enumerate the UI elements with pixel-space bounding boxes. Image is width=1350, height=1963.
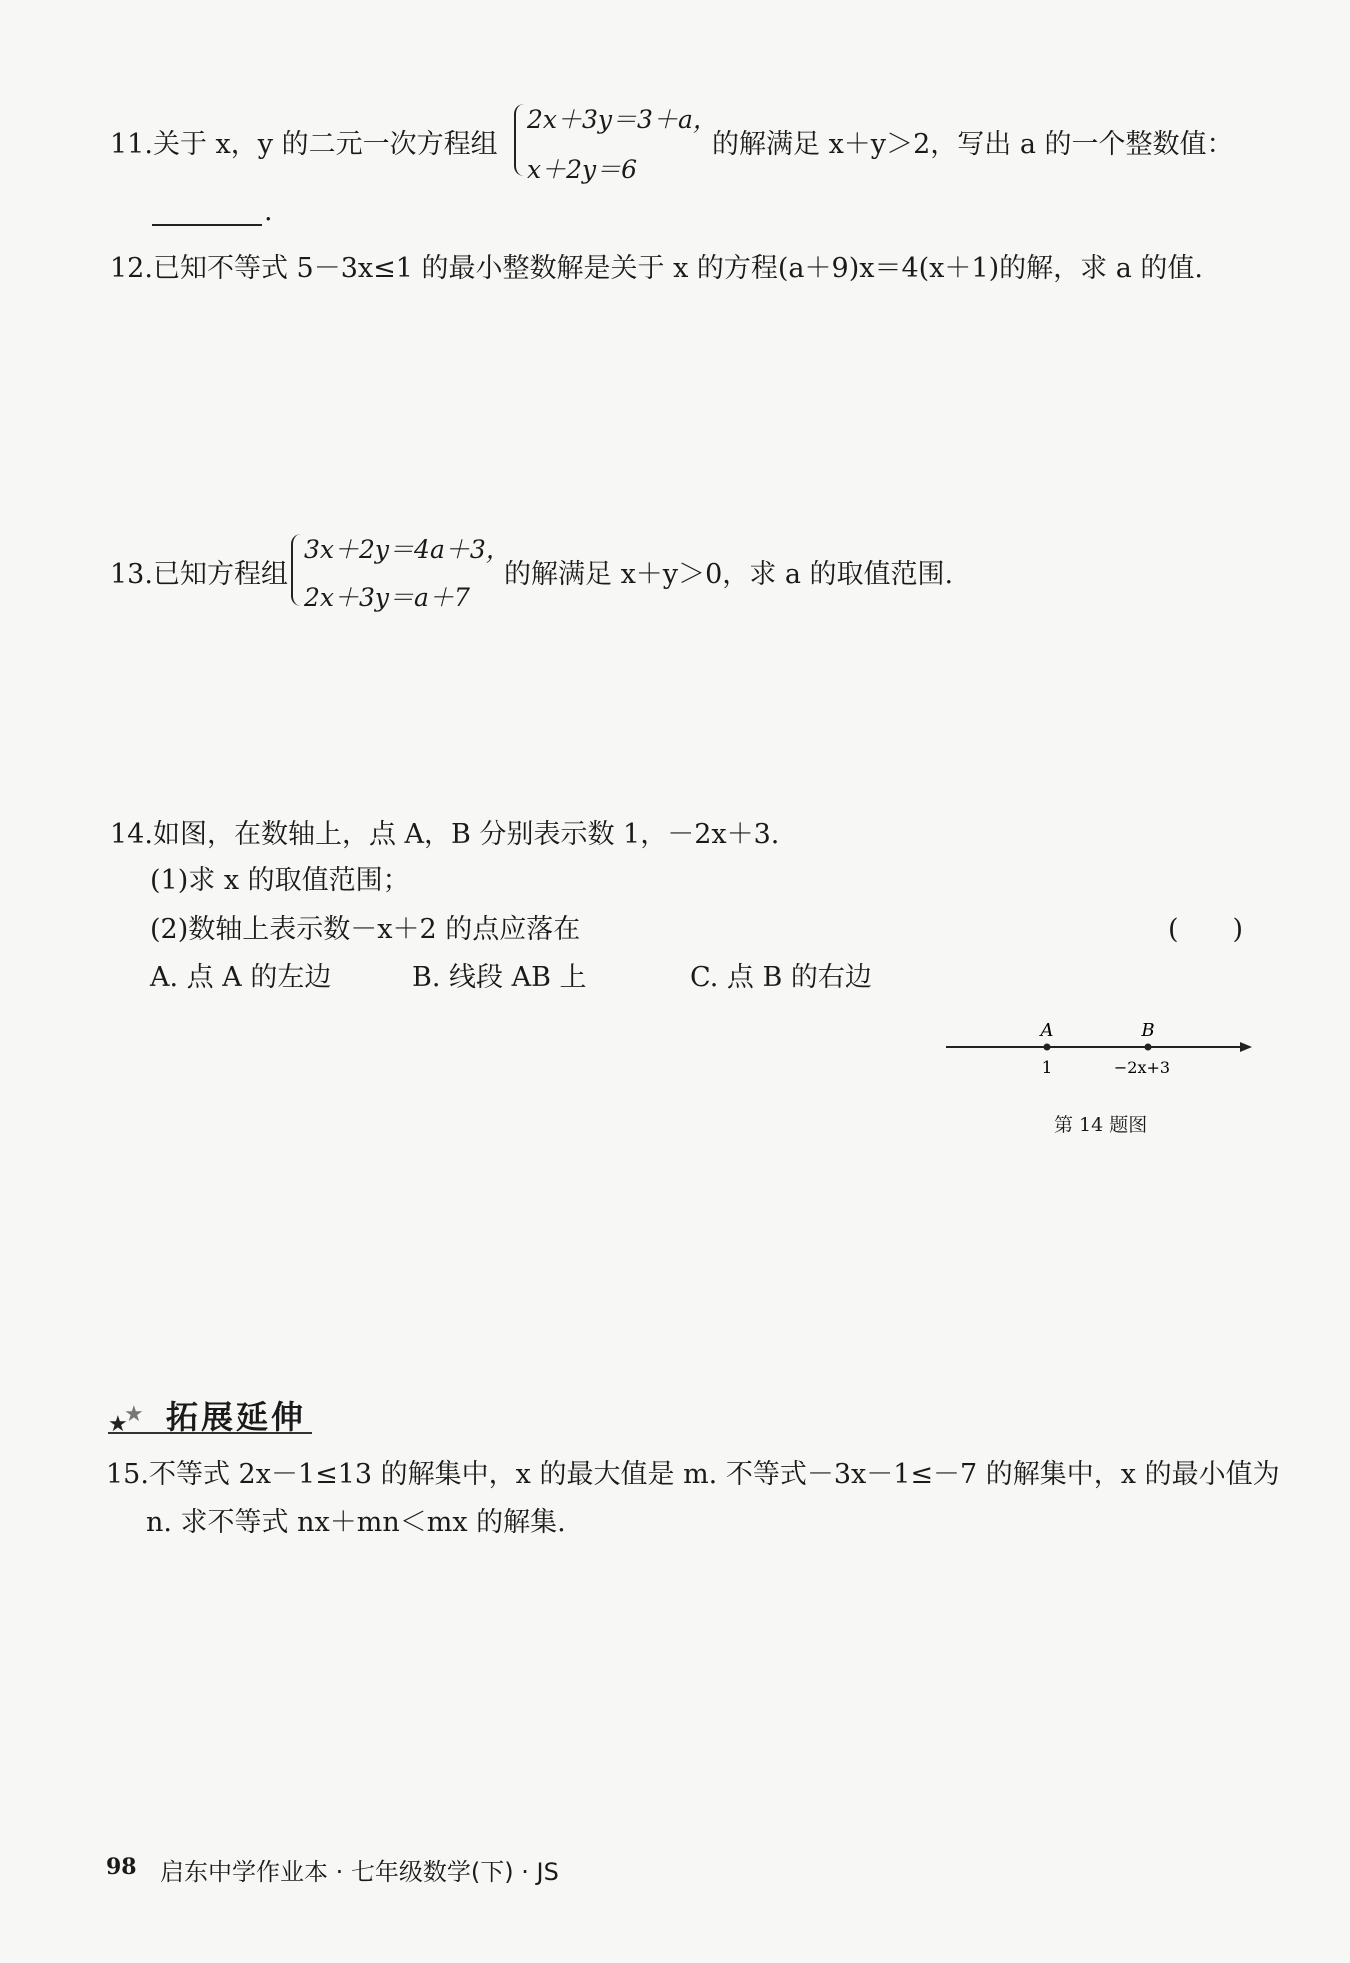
star-icon-secondary: ★: [124, 1402, 144, 1427]
q11-lead-text: 关于 x，y 的二元一次方程组: [152, 129, 498, 160]
q13-equation-1: 3x＋2y＝4a＋3，: [304, 535, 511, 564]
number-line-figure: [930, 1015, 1260, 1095]
q12-number: 12.: [110, 253, 153, 284]
section-title: 拓展延伸: [166, 1398, 307, 1436]
number-line-arrow: [1240, 1042, 1252, 1052]
q15-text-1: 不等式 2x－1≤13 的解集中，x 的最大值是 m. 不等式－3x－1≤－7 的解集中，x 的最小值为: [148, 1459, 1280, 1490]
page-number: 98: [106, 1854, 137, 1880]
q11-lead: [110, 122, 498, 161]
point-a-dot: [1044, 1044, 1051, 1051]
section-underline: [108, 1432, 312, 1434]
q13-equation-2: 2x＋3y＝a＋7: [304, 583, 470, 612]
q15-number: 15.: [106, 1459, 149, 1490]
q14-part-2: (2)数轴上表示数－x＋2 的点应落在: [150, 914, 581, 945]
q14-option-c[interactable]: C. 点 B 的右边: [690, 962, 872, 993]
q11-equation-1: 2x＋3y＝3＋a，: [527, 105, 718, 134]
q14-option-a[interactable]: A. 点 A 的左边: [150, 962, 332, 993]
q14-part-1: (1)求 x 的取值范围；: [150, 865, 410, 896]
q14-number: 14.: [110, 819, 153, 850]
point-a-label: A: [1040, 1020, 1054, 1041]
q11-end: .: [264, 196, 273, 227]
q13-brace: [291, 534, 303, 606]
q12-text: 已知不等式 5－3x≤1 的最小整数解是关于 x 的方程(a＋9)x＝4(x＋1)的解，求 a 的值.: [152, 253, 1203, 284]
point-b-dot: [1145, 1044, 1152, 1051]
q13-lead: [110, 552, 288, 591]
q11-number: 11.: [110, 129, 153, 160]
q14-text: 如图，在数轴上，点 A，B 分别表示数 1，－2x＋3.: [152, 819, 780, 850]
q15-line-1: [106, 1452, 1280, 1491]
q11-brace: [514, 104, 526, 176]
q13-tail: 的解满足 x＋y＞0，求 a 的取值范围.: [504, 559, 954, 590]
q14-option-b[interactable]: B. 线段 AB 上: [412, 962, 587, 993]
q12-line: [110, 246, 1203, 285]
point-b-label: B: [1141, 1020, 1155, 1041]
figure-caption: 第 14 题图: [1054, 1114, 1148, 1136]
book-title: 启东中学作业本 · 七年级数学(下) · JS: [160, 1858, 559, 1886]
q11-answer-blank[interactable]: [152, 224, 262, 226]
q11-tail: 的解满足 x＋y＞2，写出 a 的一个整数值：: [712, 129, 1234, 160]
q13-lead-text: 已知方程组: [152, 559, 288, 590]
star-icon: ★: [108, 1412, 128, 1437]
q11-equation-2: x＋2y＝6: [527, 155, 638, 184]
point-b-value: −2x+3: [1113, 1058, 1171, 1077]
q14-answer-paren[interactable]: ( ): [1168, 914, 1244, 945]
point-a-value: 1: [1041, 1058, 1053, 1078]
q13-number: 13.: [110, 559, 153, 590]
q14-line: [110, 812, 779, 851]
q15-line-2: n. 求不等式 nx＋mn＜mx 的解集.: [146, 1507, 566, 1538]
